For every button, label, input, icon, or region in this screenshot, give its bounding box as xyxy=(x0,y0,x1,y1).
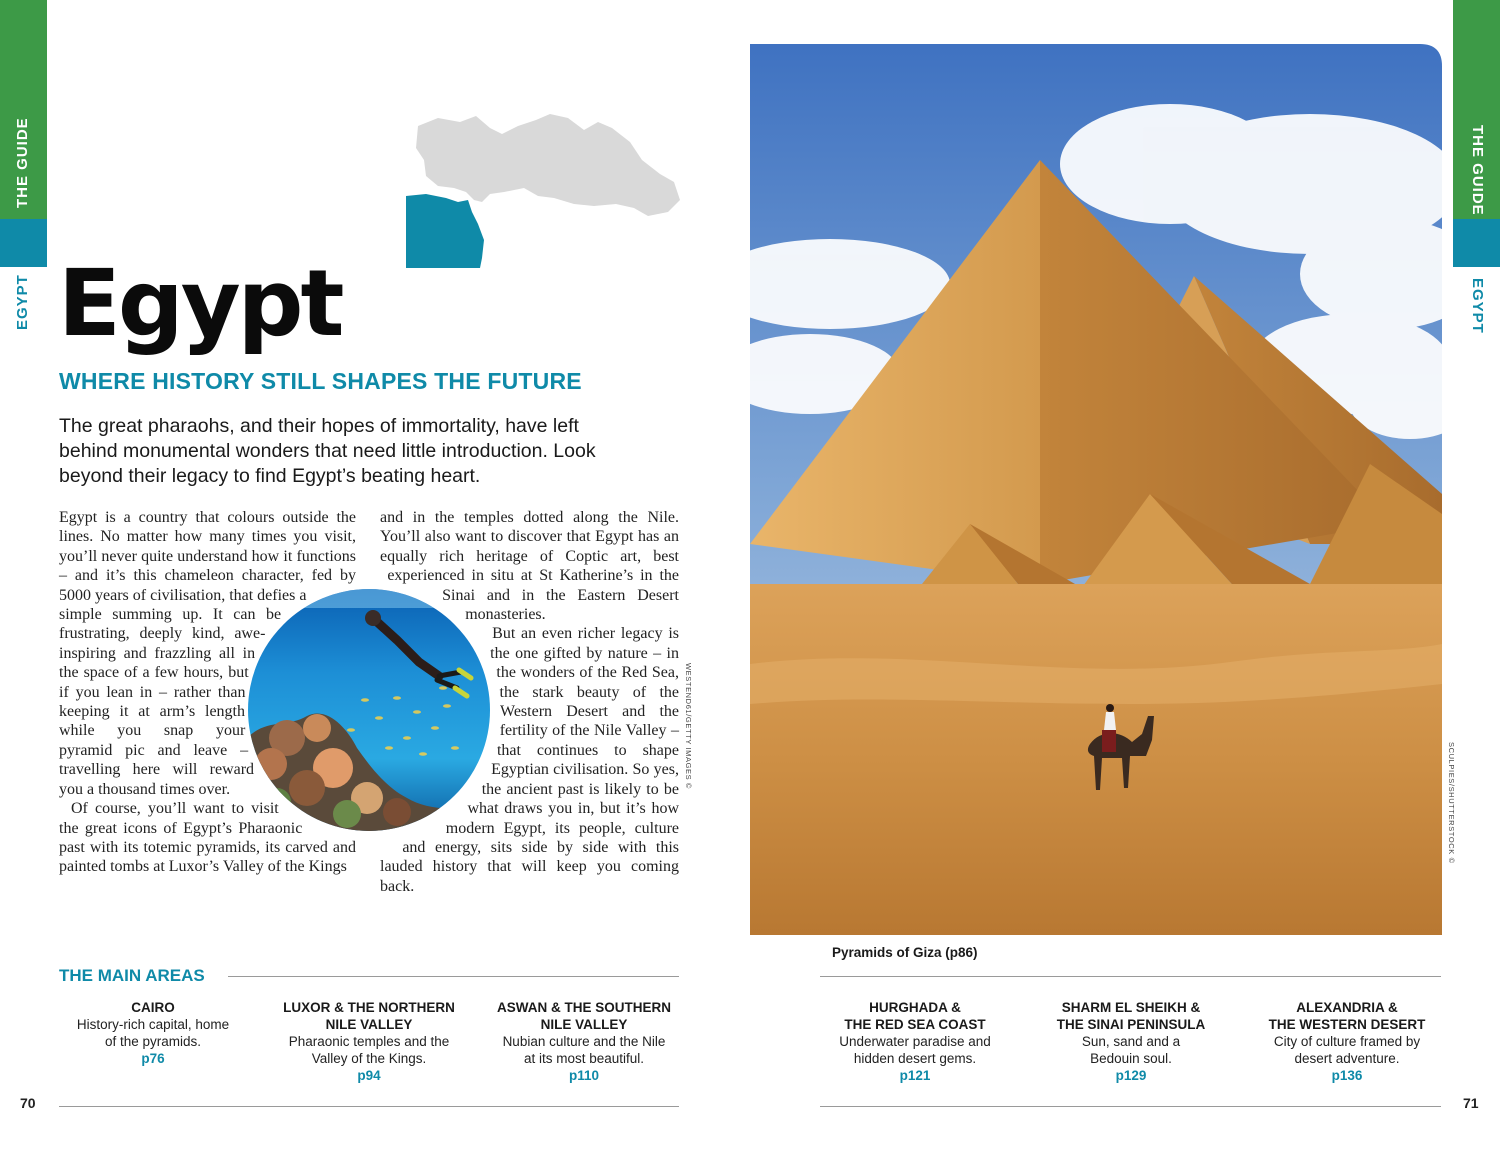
area-item[interactable] xyxy=(58,999,248,1067)
area-name: THE SINAI PENINSULA xyxy=(1056,1017,1206,1032)
area-item[interactable] xyxy=(1036,999,1226,1084)
area-item[interactable] xyxy=(274,999,464,1084)
right-tab-region xyxy=(1453,219,1500,267)
area-description: Bedouin soul. xyxy=(1090,1051,1172,1066)
area-name: LUXOR & THE NORTHERN xyxy=(283,1000,455,1015)
left-tab-guide-label: THE GUIDE xyxy=(14,117,31,208)
area-page-link[interactable]: p136 xyxy=(1331,1068,1363,1083)
egypt-map-shape xyxy=(406,194,484,268)
main-areas-rule-right xyxy=(820,976,1441,977)
area-page-link[interactable]: p94 xyxy=(357,1068,381,1083)
neighbor-countries-shape xyxy=(416,114,680,216)
area-name: HURGHADA & xyxy=(869,1000,961,1015)
area-page-link[interactable]: p121 xyxy=(899,1068,931,1083)
area-page-link[interactable]: p129 xyxy=(1115,1068,1147,1083)
area-description: Nubian culture and the Nile xyxy=(502,1034,666,1049)
page-subtitle: WHERE HISTORY STILL SHAPES THE FUTURE xyxy=(59,368,582,394)
area-name: ALEXANDRIA & xyxy=(1296,1000,1398,1015)
area-name: THE WESTERN DESERT xyxy=(1268,1017,1426,1032)
area-description: Valley of the Kings. xyxy=(311,1051,427,1066)
area-description: City of culture framed by xyxy=(1273,1034,1421,1049)
area-item[interactable] xyxy=(489,999,679,1084)
area-description: Underwater paradise and xyxy=(839,1034,991,1049)
body-paragraph: Of course, you’ll want to visit the great icons of Egypt’s Pharaonic past with its totemic pyramids, its carved and painted tombs at Luxor’s Valley of the Kings xyxy=(59,800,356,876)
left-tab-region xyxy=(0,219,47,267)
pyramids-photo xyxy=(750,44,1442,935)
footer-rule-right xyxy=(820,1106,1441,1107)
main-areas-heading: THE MAIN AREAS xyxy=(59,966,205,985)
area-item[interactable] xyxy=(820,999,1010,1084)
circle-photo-credit: WESTEND61/GETTY IMAGES © xyxy=(684,663,693,790)
area-name: CAIRO xyxy=(131,1000,175,1015)
main-photo-caption: Pyramids of Giza (p86) xyxy=(832,945,978,960)
area-description: of the pyramids. xyxy=(104,1034,202,1049)
area-name: THE RED SEA COAST xyxy=(844,1017,986,1032)
area-description: History-rich capital, home xyxy=(76,1017,230,1032)
area-page-link[interactable]: p110 xyxy=(568,1068,600,1083)
main-photo-credit: SCULPIES/SHUTTERSTOCK © xyxy=(1447,742,1456,864)
area-description: at its most beautiful. xyxy=(523,1051,645,1066)
body-paragraph: and in the temples dotted along the Nile. You’ll also want to discover that Egypt has an equally rich heritage of Coptic art, best experienced in situ at St Katherine’s in the Sinai and in the Eastern Desert monasteries. xyxy=(380,509,679,624)
region-map-icon xyxy=(398,108,684,272)
intro-paragraph: The great pharaohs, and their hopes of immortality, have left behind monumental wonders that need little introduction. Look beyond their legacy to find Egypt’s beating heart. xyxy=(59,415,596,487)
area-item[interactable] xyxy=(1252,999,1442,1084)
body-paragraph: Egypt is a country that colours outside the lines. No matter how many times you visit, you’ll never quite understand how it functions – and it’s this chameleon character, fed by 5000 years of civilisation, that defies a simple summing up. It can be frustrating, deeply kind, awe-inspiring and frazzling all in the space of a few hours, but if you lean in – rather than keeping it at arm’s length while you snap your pyramid pic and leave – travelling here will reward you a thousand times over. xyxy=(59,509,356,798)
body-paragraph: But an even richer legacy is the one gifted by nature – in the wonders of the Red Sea, the stark beauty of the Western Desert and the fertility of the Nile Valley – that continues to shape Egyptian civilisation. So yes, the ancient past is likely to be what draws you in, but it’s how modern Egypt, its people, culture and energy, sits side by side with this lauded history that will keep you coming back. xyxy=(380,625,679,895)
area-description: desert adventure. xyxy=(1294,1051,1400,1066)
area-page-link[interactable]: p76 xyxy=(141,1051,165,1066)
footer-rule-left xyxy=(59,1106,679,1107)
main-areas-rule-left xyxy=(228,976,679,977)
right-tab-guide-label: THE GUIDE xyxy=(1469,125,1486,216)
area-description: Pharaonic temples and the xyxy=(288,1034,450,1049)
left-tab-region-label: EGYPT xyxy=(14,274,31,330)
area-name: ASWAN & THE SOUTHERN xyxy=(496,1000,671,1015)
right-tab-region-label: EGYPT xyxy=(1469,278,1486,334)
area-description: Sun, sand and a xyxy=(1081,1034,1181,1049)
area-name: SHARM EL SHEIKH & xyxy=(1061,1000,1201,1015)
page-number-left: 70 xyxy=(20,1095,36,1111)
page-title: Egypt xyxy=(58,250,342,357)
area-name: NILE VALLEY xyxy=(540,1017,628,1032)
area-name: NILE VALLEY xyxy=(325,1017,413,1032)
area-description: hidden desert gems. xyxy=(853,1051,977,1066)
snorkeling-photo xyxy=(247,588,491,832)
page-number-right: 71 xyxy=(1463,1095,1479,1111)
